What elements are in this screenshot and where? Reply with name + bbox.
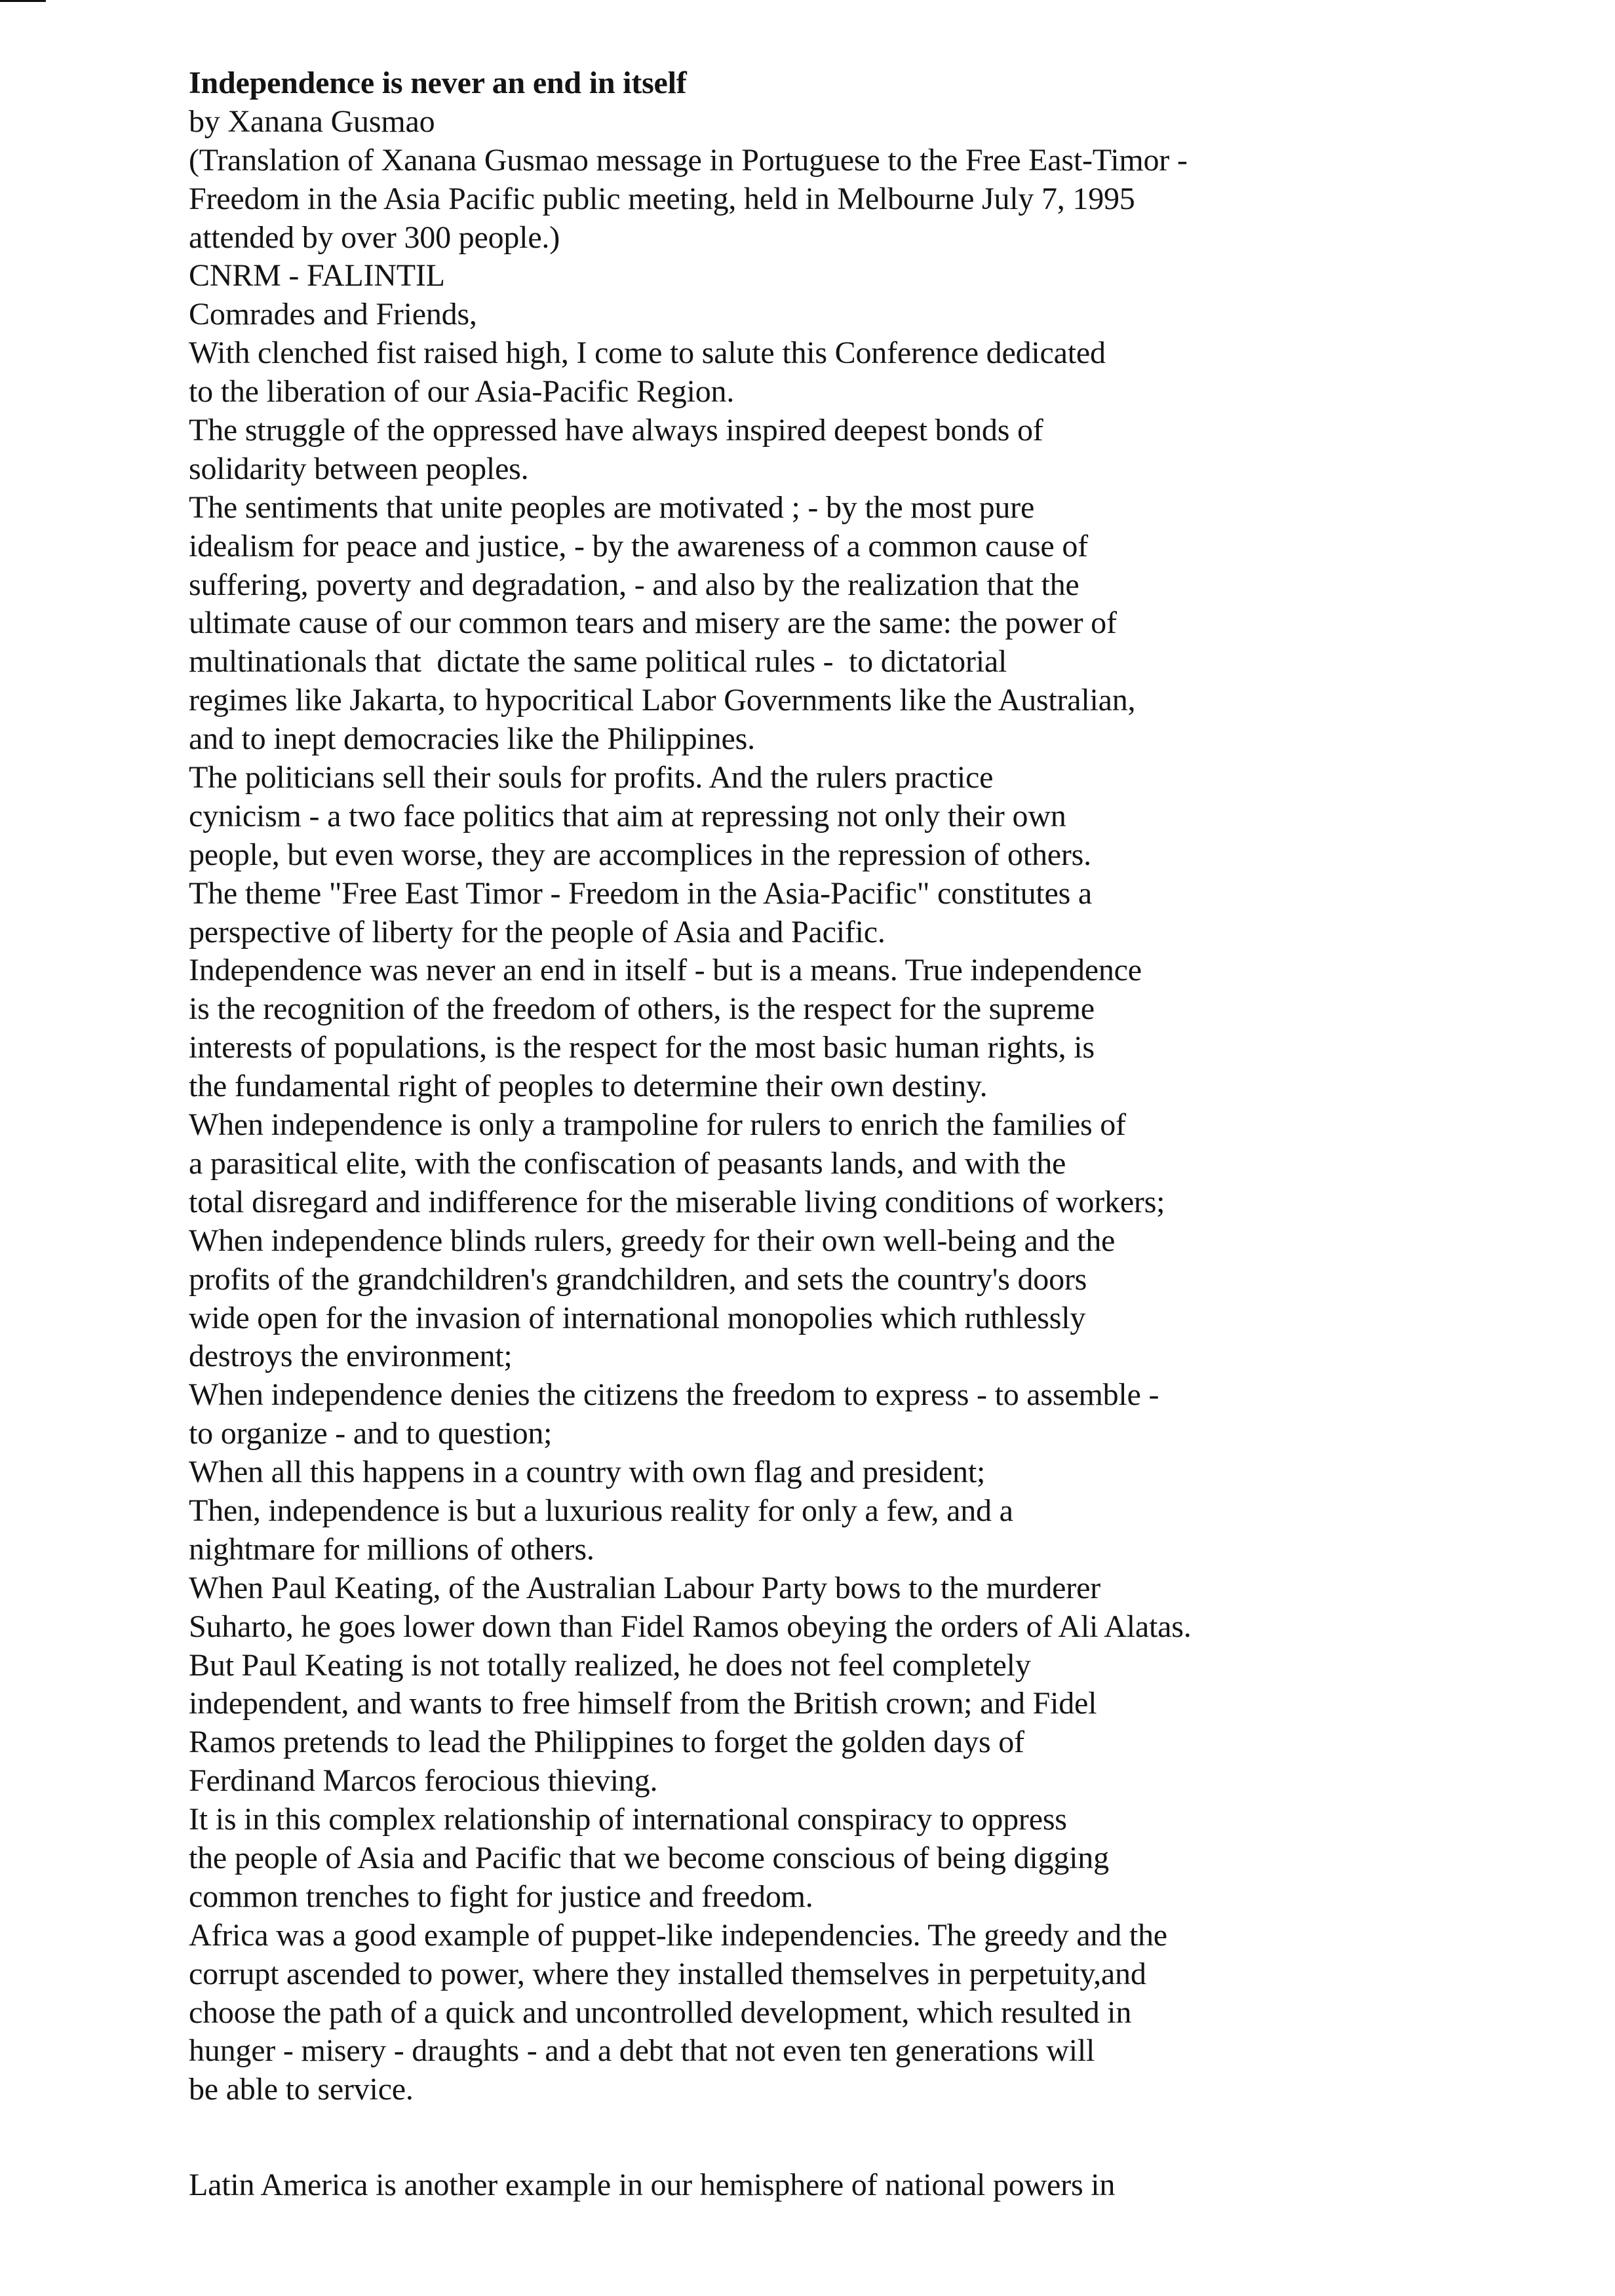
text-line: attended by over 300 people.) (189, 220, 560, 255)
text-line: to organize - and to question; (189, 1416, 553, 1451)
article-byline: by Xanana Gusmao (189, 104, 435, 139)
text-line: wide open for the invasion of international monopolies which ruthlessly (189, 1300, 1086, 1335)
text-line: When Paul Keating, of the Australian Labour Party bows to the murderer (189, 1570, 1100, 1605)
text-line: regimes like Jakarta, to hypocritical Labor Governments like the Australian, (189, 683, 1136, 718)
text-line: nightmare for millions of others. (189, 1531, 594, 1567)
text-line: cynicism - a two face politics that aim at repressing not only their own (189, 798, 1066, 833)
text-line: idealism for peace and justice, - by the awareness of a common cause of (189, 528, 1088, 564)
text-line: hunger - misery - draughts - and a debt that not even ten generations will (189, 2033, 1095, 2069)
text-line: Freedom in the Asia Pacific public meeting, held in Melbourne July 7, 1995 (189, 181, 1135, 216)
text-line: (Translation of Xanana Gusmao message in Portuguese to the Free East-Timor - (189, 142, 1188, 178)
text-line: It is in this complex relationship of international conspiracy to oppress (189, 1802, 1067, 1837)
article-body (189, 64, 1513, 2109)
text-line: and to inept democracies like the Philippines. (189, 721, 755, 757)
text-line: The politicians sell their souls for profits. And the rulers practice (189, 760, 994, 795)
text-line: independent, and wants to free himself from the British crown; and Fidel (189, 1686, 1097, 1721)
text-line: choose the path of a quick and uncontrolled development, which resulted in (189, 1995, 1132, 2030)
text-line: perspective of liberty for the people of Asia and Pacific. (189, 914, 885, 949)
text-line: people, but even worse, they are accomplices in the repression of others. (189, 837, 1091, 872)
text-line: Independence was never an end in itself - but is a means. True independence (189, 953, 1142, 988)
text-line: Ramos pretends to lead the Philippines to forget the golden days of (189, 1725, 1024, 1760)
text-line: total disregard and indifference for the miserable living conditions of workers; (189, 1184, 1165, 1219)
text-line: When independence blinds rulers, greedy for their own well-being and the (189, 1223, 1116, 1258)
text-line: When all this happens in a country with own flag and president; (189, 1455, 986, 1490)
text-line: Ferdinand Marcos ferocious thieving. (189, 1763, 658, 1799)
text-line: profits of the grandchildren's grandchildren, and sets the country's doors (189, 1261, 1087, 1297)
text-line: Africa was a good example of puppet-like independencies. The greedy and the (189, 1917, 1167, 1953)
text-line: destroys the environment; (189, 1339, 513, 1374)
article-text-lines (189, 142, 1513, 2109)
text-line: common trenches to fight for justice and freedom. (189, 1879, 813, 1914)
article-continuation (189, 2166, 1513, 2205)
article-title: Independence is never an end in itself (189, 66, 687, 100)
text-line: CNRM - FALINTIL (189, 258, 445, 294)
text-line: The theme "Free East Timor - Freedom in the Asia-Pacific" constitutes a (189, 875, 1093, 911)
article-final-line: Latin America is another example in our hemisphere of national powers in (189, 2168, 1116, 2202)
text-line: the people of Asia and Pacific that we become conscious of being digging (189, 1840, 1109, 1875)
text-line: the fundamental right of peoples to determine their own destiny. (189, 1069, 988, 1104)
text-line: The struggle of the oppressed have always inspired deepest bonds of (189, 413, 1043, 448)
text-line: a parasitical elite, with the confiscation of peasants lands, and with the (189, 1145, 1066, 1181)
text-line: With clenched fist raised high, I come to salute this Conference dedicated (189, 335, 1106, 371)
text-line: The sentiments that unite peoples are motivated ; - by the most pure (189, 489, 1035, 525)
text-line: But Paul Keating is not totally realized, he does not feel completely (189, 1647, 1031, 1683)
text-line: Then, independence is but a luxurious reality for only a few, and a (189, 1493, 1013, 1528)
text-line: When independence denies the citizens the freedom to express - to assemble - (189, 1377, 1159, 1413)
text-line: multinationals that dictate the same political rules - to dictatorial (189, 644, 1007, 679)
text-line: Suharto, he goes lower down than Fidel Ramos obeying the orders of Ali Alatas. (189, 1609, 1192, 1644)
text-line: solidarity between peoples. (189, 451, 529, 486)
text-line: corrupt ascended to power, where they installed themselves in perpetuity,and (189, 1956, 1146, 1991)
text-line: to the liberation of our Asia-Pacific Region. (189, 374, 735, 410)
text-line: Comrades and Friends, (189, 297, 477, 332)
text-line: suffering, poverty and degradation, - and also by the realization that the (189, 567, 1080, 602)
text-line: When independence is only a trampoline for rulers to enrich the families of (189, 1107, 1126, 1143)
text-line: interests of populations, is the respect for the most basic human rights, is (189, 1030, 1095, 1065)
text-line: is the recognition of the freedom of others, is the respect for the supreme (189, 991, 1095, 1027)
text-line: be able to service. (189, 2072, 414, 2107)
text-line: ultimate cause of our common tears and misery are the same: the power of (189, 605, 1117, 641)
scan-corner-mark (0, 0, 46, 2)
